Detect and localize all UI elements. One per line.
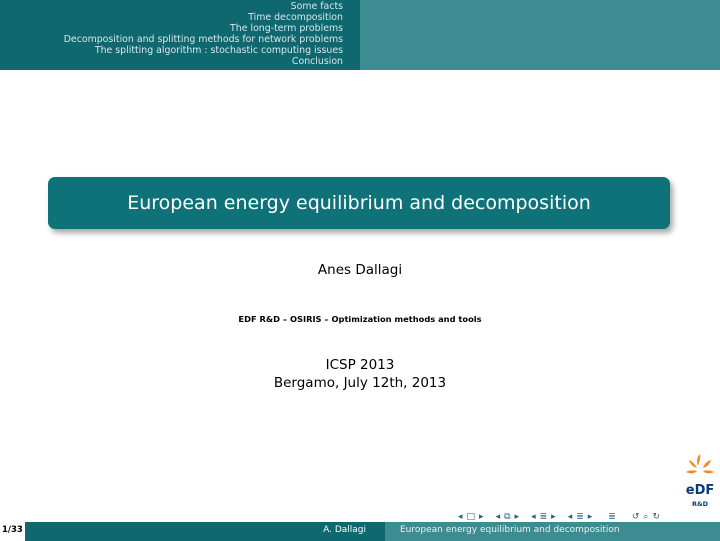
footer-title: European energy equilibrium and decomposition xyxy=(400,525,620,535)
prev-frame-icon[interactable]: ◂ xyxy=(458,512,463,522)
footer-author: A. Dallagi xyxy=(323,525,366,535)
section-navigation xyxy=(64,2,343,67)
header-bar xyxy=(0,0,720,70)
edf-logo xyxy=(682,452,718,512)
footer-title-panel xyxy=(385,522,720,541)
prev-subsection-icon[interactable]: ◂ xyxy=(495,512,501,522)
nav-section-splitting-algorithm[interactable]: The splitting algorithm : stochastic computing issues xyxy=(94,44,343,56)
section-icon[interactable]: ≣ xyxy=(539,512,548,522)
search-forward-icon[interactable]: ↻ xyxy=(652,512,660,522)
nav-section-time-decomposition[interactable]: Time decomposition xyxy=(248,11,343,23)
title-box xyxy=(48,177,670,229)
next-doc-icon[interactable]: ▸ xyxy=(587,512,593,522)
author-name: Anes Dallagi xyxy=(317,262,403,278)
header-right-panel xyxy=(360,0,720,70)
frame-icon[interactable]: □ xyxy=(466,512,476,522)
edf-brand-text: eDF xyxy=(685,483,715,498)
conference-block xyxy=(0,356,720,392)
prev-doc-icon[interactable]: ◂ xyxy=(567,512,573,522)
footer-author-panel xyxy=(25,522,385,541)
nav-section-decomposition-splitting[interactable]: Decomposition and splitting methods for network problems xyxy=(63,33,343,45)
slide-title: European energy equilibrium and decomposition xyxy=(127,192,591,214)
nav-section-some-facts[interactable]: Some facts xyxy=(290,1,343,12)
next-subsection-icon[interactable]: ▸ xyxy=(514,512,520,522)
conference-name: ICSP 2013 xyxy=(325,357,395,373)
nav-section-long-term-problems[interactable]: The long-term problems xyxy=(230,22,343,34)
page-number: 1/33 xyxy=(2,525,23,535)
edf-sub-text: R&D xyxy=(691,500,709,508)
edf-logo-icon xyxy=(686,454,714,473)
institute: EDF R&D – OSIRIS – Optimization methods and tools xyxy=(238,314,482,324)
document-icon[interactable]: ≣ xyxy=(576,512,584,522)
search-back-icon[interactable]: ↺ xyxy=(631,512,640,522)
subsection-icon[interactable]: ⧉ xyxy=(504,512,511,522)
prev-section-icon[interactable]: ◂ xyxy=(531,512,536,522)
nav-section-conclusion[interactable]: Conclusion xyxy=(291,55,343,67)
footer-page-panel xyxy=(0,522,25,541)
search-icon[interactable]: ⌕ xyxy=(643,512,649,522)
next-frame-icon[interactable]: ▸ xyxy=(479,512,484,522)
date-place: Bergamo, July 12th, 2013 xyxy=(273,375,447,391)
next-section-icon[interactable]: ▸ xyxy=(551,512,556,522)
appendix-icon[interactable]: ≣ xyxy=(608,512,616,522)
footer-bar xyxy=(0,522,720,541)
